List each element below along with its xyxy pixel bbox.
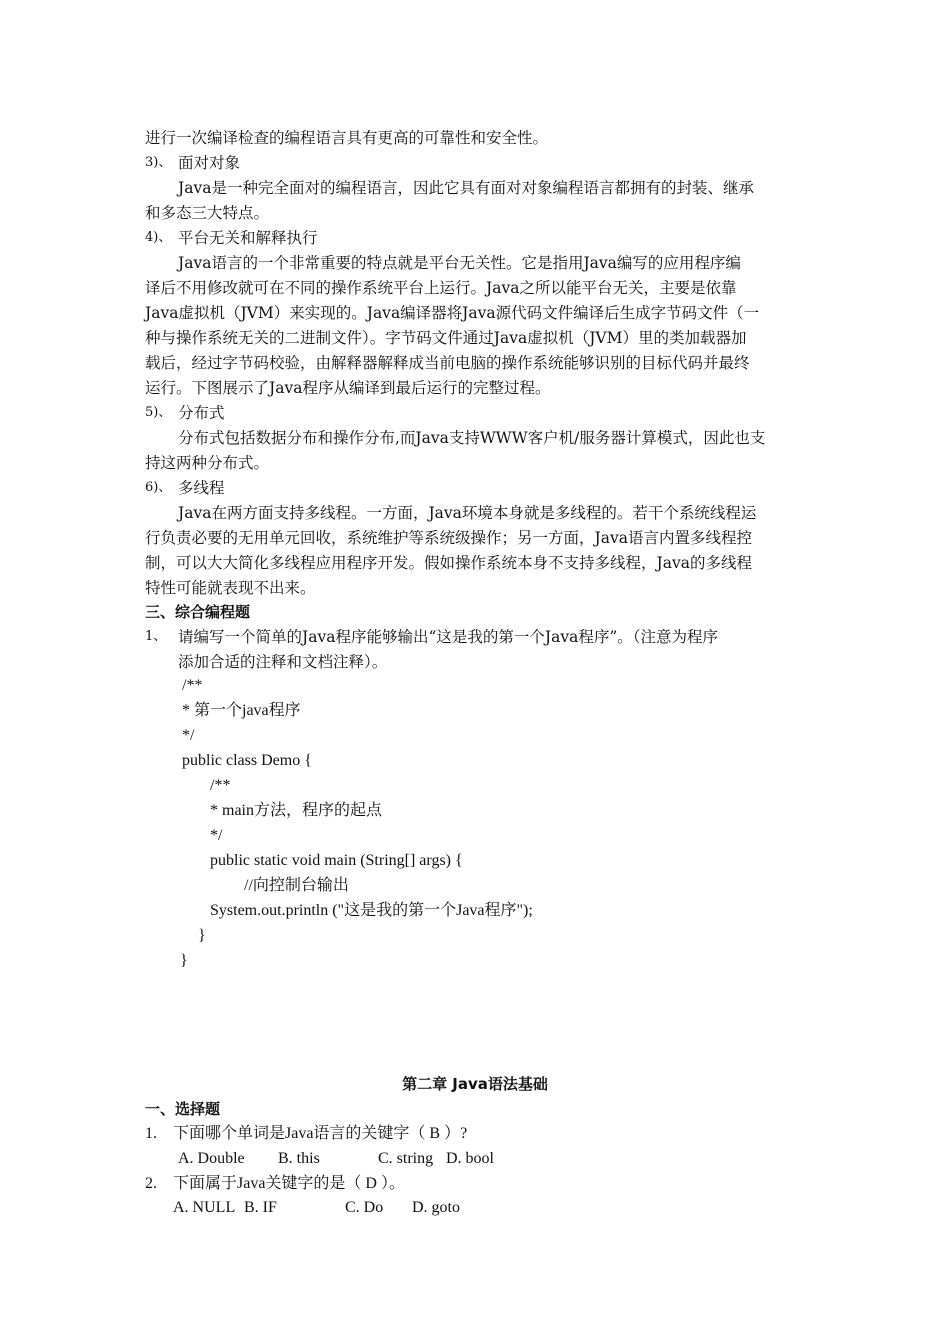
section-heading: 三、综合编程题 (145, 603, 251, 621)
question-text: 下面哪个单词是Java语言的关键字（ B ）? (173, 1125, 468, 1142)
paragraph-line: 译后不用修改就可在不同的操作系统平台上运行。Java之所以能平台无关，主要是依靠 (145, 279, 737, 297)
code-line: /** (182, 677, 203, 694)
code-line: } (180, 952, 188, 969)
paragraph-line: 载后，经过字节码校验，由解释器解释成当前电脑的操作系统能够识别的目标代码并最终 (145, 354, 750, 372)
question-number: 1、 (145, 629, 167, 644)
paragraph-line: Java在两方面支持多线程。一方面，Java环境本身就是多线程的。若干个系统线程运 (178, 504, 757, 522)
item-title: 平台无关和解释执行 (178, 229, 318, 247)
question-text: 下面属于Java关键字的是（ D ）。 (173, 1175, 405, 1192)
item-title: 面对对象 (178, 154, 241, 172)
item-number: 5)、 (145, 405, 172, 420)
code-line: System.out.println ("这是我的第一个Java程序"); (210, 902, 533, 919)
item-number: 6)、 (145, 480, 172, 495)
code-line: //向控制台输出 (244, 877, 349, 894)
option-a: A. Double (178, 1150, 245, 1167)
item-title: 多线程 (178, 479, 225, 497)
paragraph-line: Java语言的一个非常重要的特点就是平台无关性。它是指用Java编写的应用程序编 (178, 254, 741, 272)
code-line: /** (210, 777, 231, 794)
paragraph-line: 种与操作系统无关的二进制文件）。字节码文件通过Java虚拟机（JVM）里的类加载器加 (145, 329, 747, 347)
code-line: * main方法，程序的起点 (210, 802, 382, 819)
option-b: B. this (278, 1150, 320, 1167)
paragraph-line: 运行。下图展示了Java程序从编译到最后运行的完整过程。 (145, 379, 551, 397)
question-number: 1. (145, 1125, 157, 1142)
paragraph-line: 和多态三大特点。 (145, 204, 270, 222)
code-line: public static void main (String[] args) { (210, 852, 463, 869)
question-number: 2. (145, 1175, 157, 1192)
section-heading: 一、选择题 (145, 1100, 221, 1118)
paragraph-line: 特性可能就表现不出来。 (145, 579, 316, 597)
item-title: 分布式 (178, 404, 225, 422)
option-a: A. NULL (173, 1199, 236, 1216)
option-b: B. IF (244, 1199, 277, 1216)
question-text: 添加合适的注释和文档注释）。 (178, 653, 388, 671)
code-line: } (198, 927, 206, 944)
paragraph-line: 分布式包括数据分布和操作分布,而Java支持WWW客户机/服务器计算模式，因此也支 (178, 429, 766, 447)
option-c: C. Do (345, 1199, 384, 1216)
code-line: */ (182, 727, 195, 744)
paragraph-line: 行负责必要的无用单元回收，系统维护等系统级操作；另一方面，Java语言内置多线程控 (145, 529, 752, 547)
code-line: public class Demo { (182, 752, 312, 769)
question-text: 请编写一个简单的Java程序能够输出“这是我的第一个Java程序”。（注意为程序 (178, 628, 719, 646)
option-c: C. string (378, 1150, 434, 1167)
item-number: 4)、 (145, 230, 172, 245)
paragraph-line: 制，可以大大简化多线程应用程序开发。假如操作系统本身不支持多线程，Java的多线程 (145, 554, 752, 572)
paragraph-line: Java虚拟机（JVM）来实现的。Java编译器将Java源代码文件编译后生成字节码文件（一 (145, 304, 760, 322)
option-d: D. bool (446, 1150, 494, 1167)
paragraph-line: 进行一次编译检查的编程语言具有更高的可靠性和安全性。 (145, 129, 549, 147)
option-d: D. goto (412, 1199, 460, 1216)
paragraph-line: 持这两种分布式。 (145, 454, 270, 472)
paragraph-line: Java是一种完全面对的编程语言，因此它具有面对对象编程语言都拥有的封装、继承 (178, 179, 754, 197)
item-number: 3)、 (145, 155, 172, 170)
code-line: * 第一个java程序 (182, 702, 301, 719)
code-line: */ (210, 827, 223, 844)
chapter-title: 第二章 Java语法基础 (402, 1075, 548, 1093)
